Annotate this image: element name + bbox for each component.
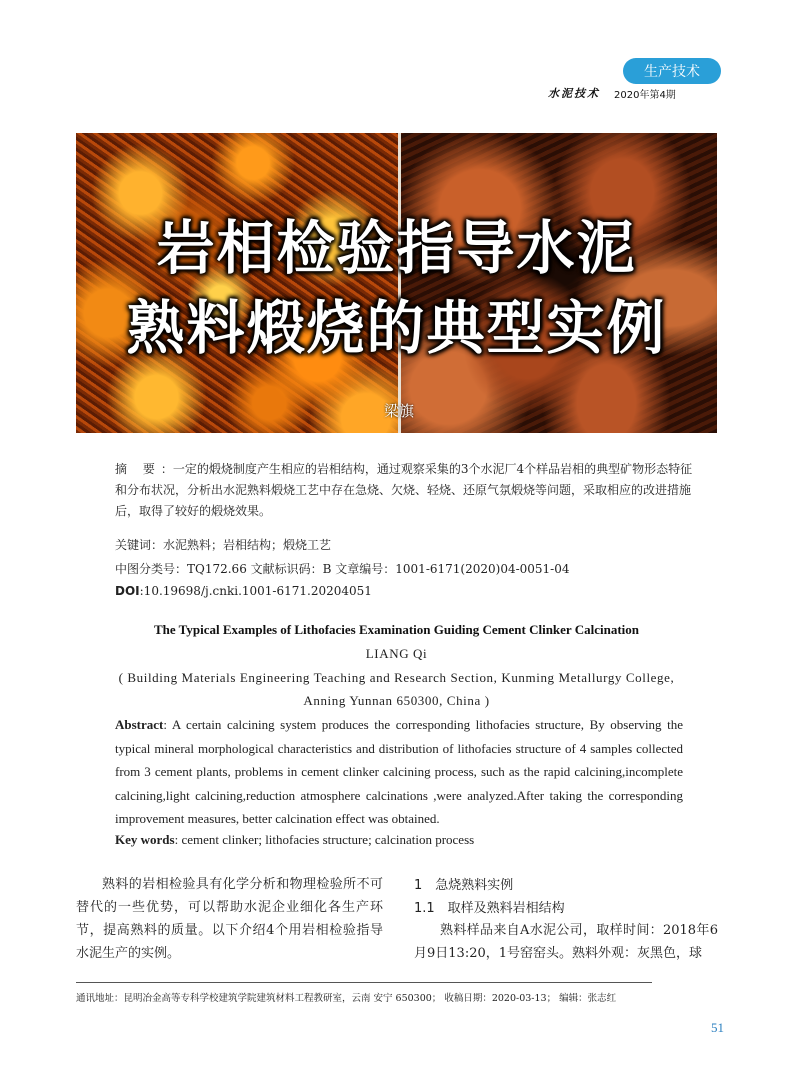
cn-doi <box>115 584 372 598</box>
journal-header <box>548 85 728 101</box>
section-tag: 生产技术 <box>623 58 721 84</box>
en-title: The Typical Examples of Lithofacies Examination Guiding Cement Clinker Calcination <box>153 622 639 637</box>
doi-value: :10.19698/j.cnki.1001-6171.20204051 <box>139 584 372 598</box>
section-heading-1-1: 1.1 取样及熟料岩相结构 <box>414 901 565 916</box>
en-affiliation-line2: Anning Yunnan 650300, China ) <box>303 693 490 708</box>
en-abstract <box>115 713 683 831</box>
en-abstract-text: : A certain calcining system produces the corresponding lithofacies structure, By observing the typical mineral morphological characteristics and distribution of lithofacies structure of 4 samples collected from 3 cement plants, problems in cement clinker calcining process, such as the rapid calcining,incomplete calcining,light calcining,reduction atmosphere calcinations ,were analyzed.After taking the corresponding improvement measures, better calcination effect was obtained. <box>115 717 683 826</box>
en-keywords-text: : cement clinker; lithofacies structure; calcination process <box>174 832 475 847</box>
cn-classification: 中图分类号：TQ172.66 文献标识码：B 文章编号：1001-6171(2020)04-0051-04 <box>115 562 570 576</box>
en-keywords-label: Key words <box>115 832 175 847</box>
journal-name: 水泥技术 <box>548 87 600 100</box>
doi-label: DOI <box>115 584 140 598</box>
article-author: 梁旗 <box>383 402 414 420</box>
en-keywords <box>115 832 683 848</box>
article-title-line1: 岩相检验指导水泥 <box>156 214 637 282</box>
journal-issue: 2020年第4期 <box>614 89 676 101</box>
article-title-line2: 熟料煅烧的典型实例 <box>126 294 667 362</box>
cn-abstract-label: 摘 要 <box>115 462 161 476</box>
cn-keywords-label: 关键词 <box>115 538 152 552</box>
cn-keywords-text: ：水泥熟料；岩相结构；煅烧工艺 <box>151 538 332 552</box>
cn-keywords <box>115 536 331 553</box>
en-affiliation-line1: ( Building Materials Engineering Teaching and Research Section, Kunming Metallurgy College, <box>118 670 675 685</box>
cn-abstract-text: ：一定的煅烧制度产生相应的岩相结构，通过观察采集的3个水泥厂4个样品岩相的典型矿物形态特征和分布状况，分析出水泥熟料煅烧工艺中存在急烧、欠烧、轻烧、还原气氛煅烧等问题，采取相应的改进措施后，取得了较好的煅烧效果。 <box>115 462 693 518</box>
footer-rule <box>76 982 652 983</box>
body-intro-paragraph: 熟料的岩相检验具有化学分析和物理检验所不可替代的一些优势，可以帮助水泥企业细化各生产环节，提高熟料的质量。以下介绍4个用岩相检验指导水泥生产的实例。 <box>76 877 383 961</box>
section-heading-1: 1 急烧熟料实例 <box>414 878 514 893</box>
body-sample-paragraph: 熟料样品来自A水泥公司，取样时间：2018年6月9日13:20，1号窑窑头。熟料外观：灰黑色，球 <box>414 923 718 961</box>
en-author: LIANG Qi <box>365 646 428 661</box>
footer-note: 通讯地址：昆明冶金高等专科学校建筑学院建筑材料工程教研室，云南 安宁 650300； 收稿日期：2020-03-13； 编辑：张志红 <box>76 993 617 1004</box>
page-number: 51 <box>711 1020 724 1035</box>
title-banner <box>76 133 717 433</box>
cn-abstract <box>115 459 700 522</box>
en-abstract-label: Abstract <box>115 717 164 732</box>
